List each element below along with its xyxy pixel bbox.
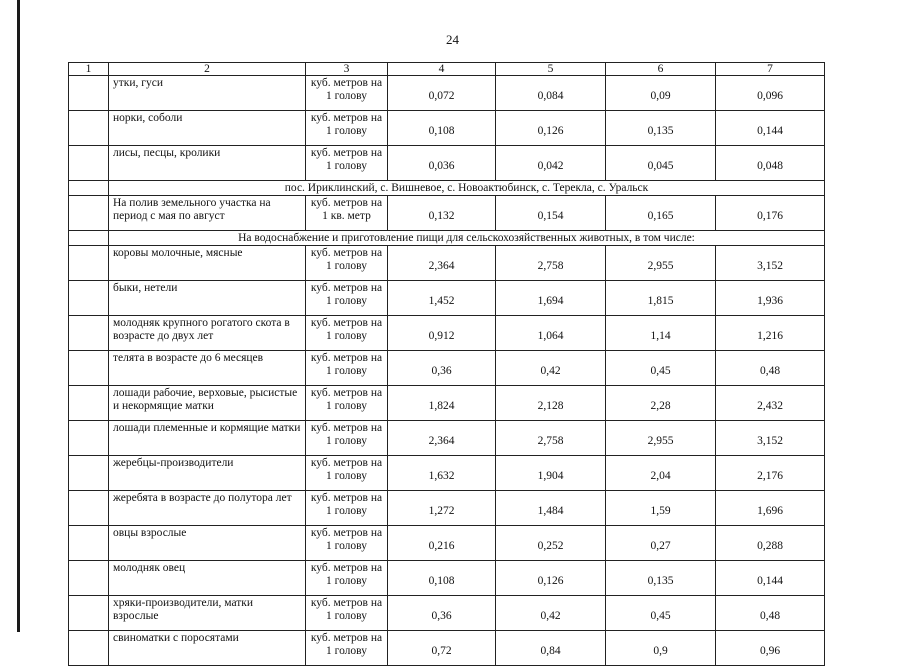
column-number: 2 <box>109 63 306 76</box>
value-cell: 0,042 <box>496 146 606 181</box>
unit-cell: куб. метров на 1 голову <box>306 491 388 526</box>
value-cell: 2,955 <box>606 421 716 456</box>
value-cell: 0,144 <box>716 561 825 596</box>
value-cell: 0,09 <box>606 76 716 111</box>
value-cell: 1,272 <box>388 491 496 526</box>
item-name: телята в возрасте до 6 месяцев <box>109 351 306 386</box>
column-number: 1 <box>69 63 109 76</box>
unit-cell: куб. метров на 1 голову <box>306 421 388 456</box>
column-number: 6 <box>606 63 716 76</box>
value-cell: 0,48 <box>716 596 825 631</box>
item-name: утки, гуси <box>109 76 306 111</box>
table-row <box>69 281 825 316</box>
value-cell: 0,84 <box>496 631 606 666</box>
value-cell: 1,904 <box>496 456 606 491</box>
blank-cell <box>69 281 109 316</box>
unit-cell: куб. метров на 1 голову <box>306 246 388 281</box>
section-heading-row <box>69 181 825 196</box>
table-row <box>69 146 825 181</box>
value-cell: 2,758 <box>496 246 606 281</box>
value-cell: 0,108 <box>388 111 496 146</box>
value-cell: 0,36 <box>388 351 496 386</box>
value-cell: 2,758 <box>496 421 606 456</box>
item-name: лошади рабочие, верховые, рысистые и некормящие матки <box>109 386 306 421</box>
table-row <box>69 456 825 491</box>
page-number: 24 <box>446 32 459 47</box>
value-cell: 0,096 <box>716 76 825 111</box>
column-number-row <box>69 63 825 76</box>
unit-cell: куб. метров на 1 голову <box>306 111 388 146</box>
unit-cell: куб. метров на 1 голову <box>306 456 388 491</box>
table-row <box>69 316 825 351</box>
item-name: хряки-производители, матки взрослые <box>109 596 306 631</box>
value-cell: 0,135 <box>606 561 716 596</box>
value-cell: 0,48 <box>716 351 825 386</box>
value-cell: 1,59 <box>606 491 716 526</box>
column-number: 3 <box>306 63 388 76</box>
value-cell: 0,036 <box>388 146 496 181</box>
table-row <box>69 596 825 631</box>
value-cell: 0,045 <box>606 146 716 181</box>
column-number: 7 <box>716 63 825 76</box>
section-heading: На водоснабжение и приготовление пищи для сельскохозяйственных животных, в том числе: <box>109 231 825 246</box>
value-cell: 0,108 <box>388 561 496 596</box>
scan-edge-line <box>17 0 20 632</box>
value-cell: 2,176 <box>716 456 825 491</box>
value-cell: 0,216 <box>388 526 496 561</box>
value-cell: 1,694 <box>496 281 606 316</box>
unit-cell: куб. метров на 1 голову <box>306 386 388 421</box>
item-name: овцы взрослые <box>109 526 306 561</box>
blank-cell <box>69 146 109 181</box>
blank-cell <box>69 181 109 196</box>
item-name: жеребцы-производители <box>109 456 306 491</box>
item-name: норки, соболи <box>109 111 306 146</box>
value-cell: 0,42 <box>496 351 606 386</box>
value-cell: 0,96 <box>716 631 825 666</box>
value-cell: 0,72 <box>388 631 496 666</box>
item-name: На полив земельного участка на период с мая по август <box>109 196 306 231</box>
value-cell: 1,064 <box>496 316 606 351</box>
value-cell: 0,288 <box>716 526 825 561</box>
value-cell: 0,132 <box>388 196 496 231</box>
table-row <box>69 386 825 421</box>
unit-cell: куб. метров на 1 голову <box>306 76 388 111</box>
item-name: молодняк крупного рогатого скота в возрасте до двух лет <box>109 316 306 351</box>
value-cell: 2,128 <box>496 386 606 421</box>
unit-cell: куб. метров на 1 голову <box>306 561 388 596</box>
value-cell: 2,955 <box>606 246 716 281</box>
section-heading-row <box>69 231 825 246</box>
value-cell: 0,084 <box>496 76 606 111</box>
value-cell: 0,135 <box>606 111 716 146</box>
value-cell: 0,27 <box>606 526 716 561</box>
value-cell: 0,176 <box>716 196 825 231</box>
table-row <box>69 421 825 456</box>
blank-cell <box>69 456 109 491</box>
value-cell: 2,04 <box>606 456 716 491</box>
value-cell: 0,165 <box>606 196 716 231</box>
value-cell: 0,048 <box>716 146 825 181</box>
value-cell: 1,696 <box>716 491 825 526</box>
value-cell: 1,14 <box>606 316 716 351</box>
value-cell: 0,154 <box>496 196 606 231</box>
table-row <box>69 196 825 231</box>
blank-cell <box>69 491 109 526</box>
value-cell: 1,452 <box>388 281 496 316</box>
item-name: лисы, песцы, кролики <box>109 146 306 181</box>
value-cell: 0,912 <box>388 316 496 351</box>
blank-cell <box>69 246 109 281</box>
item-name: свиноматки с поросятами <box>109 631 306 666</box>
table-row <box>69 246 825 281</box>
value-cell: 0,126 <box>496 111 606 146</box>
blank-cell <box>69 111 109 146</box>
item-name: жеребята в возрасте до полутора лет <box>109 491 306 526</box>
value-cell: 0,9 <box>606 631 716 666</box>
value-cell: 0,072 <box>388 76 496 111</box>
unit-cell: куб. метров на 1 голову <box>306 351 388 386</box>
blank-cell <box>69 76 109 111</box>
blank-cell <box>69 386 109 421</box>
value-cell: 3,152 <box>716 421 825 456</box>
section-heading: пос. Ириклинский, с. Вишневое, с. Новоактюбинск, с. Терекла, с. Уральск <box>109 181 825 196</box>
item-name: быки, нетели <box>109 281 306 316</box>
unit-cell: куб. метров на 1 голову <box>306 596 388 631</box>
value-cell: 0,42 <box>496 596 606 631</box>
item-name: лошади племенные и кормящие матки <box>109 421 306 456</box>
blank-cell <box>69 196 109 231</box>
item-name: молодняк овец <box>109 561 306 596</box>
table-row <box>69 561 825 596</box>
value-cell: 1,216 <box>716 316 825 351</box>
value-cell: 2,28 <box>606 386 716 421</box>
table-row <box>69 111 825 146</box>
value-cell: 0,252 <box>496 526 606 561</box>
value-cell: 0,126 <box>496 561 606 596</box>
column-number: 5 <box>496 63 606 76</box>
blank-cell <box>69 231 109 246</box>
column-number: 4 <box>388 63 496 76</box>
blank-cell <box>69 596 109 631</box>
value-cell: 2,364 <box>388 421 496 456</box>
unit-cell: куб. метров на 1 голову <box>306 281 388 316</box>
unit-cell: куб. метров на 1 кв. метр <box>306 196 388 231</box>
blank-cell <box>69 351 109 386</box>
unit-cell: куб. метров на 1 голову <box>306 526 388 561</box>
table-row <box>69 491 825 526</box>
table-row <box>69 631 825 666</box>
blank-cell <box>69 526 109 561</box>
blank-cell <box>69 421 109 456</box>
unit-cell: куб. метров на 1 голову <box>306 631 388 666</box>
value-cell: 0,45 <box>606 351 716 386</box>
value-cell: 1,632 <box>388 456 496 491</box>
table-row <box>69 76 825 111</box>
value-cell: 1,824 <box>388 386 496 421</box>
table-row <box>69 351 825 386</box>
value-cell: 2,432 <box>716 386 825 421</box>
value-cell: 0,45 <box>606 596 716 631</box>
value-cell: 1,936 <box>716 281 825 316</box>
norms-table <box>68 62 825 666</box>
item-name: коровы молочные, мясные <box>109 246 306 281</box>
unit-cell: куб. метров на 1 голову <box>306 146 388 181</box>
value-cell: 2,364 <box>388 246 496 281</box>
table-row <box>69 526 825 561</box>
value-cell: 1,815 <box>606 281 716 316</box>
blank-cell <box>69 631 109 666</box>
blank-cell <box>69 316 109 351</box>
value-cell: 1,484 <box>496 491 606 526</box>
value-cell: 0,36 <box>388 596 496 631</box>
blank-cell <box>69 561 109 596</box>
unit-cell: куб. метров на 1 голову <box>306 316 388 351</box>
value-cell: 0,144 <box>716 111 825 146</box>
value-cell: 3,152 <box>716 246 825 281</box>
